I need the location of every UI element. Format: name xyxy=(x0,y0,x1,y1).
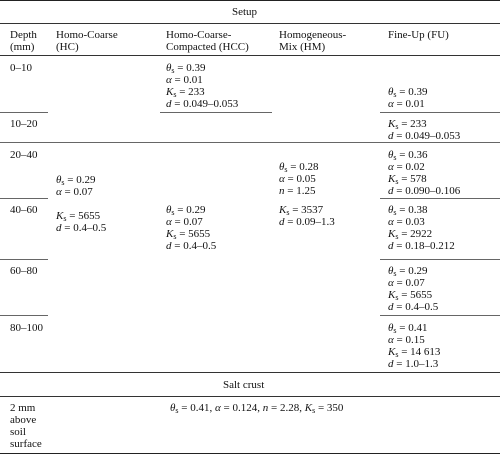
theta-symbol: θ xyxy=(166,62,172,74)
d-symbol: d xyxy=(388,240,394,252)
col-header-hc xyxy=(56,29,118,53)
bottom-rule xyxy=(0,453,500,454)
hm-n: = 1.25 xyxy=(287,185,316,197)
fu-r6-ks: = 14 613 xyxy=(401,346,441,358)
theta-sub: s xyxy=(175,406,179,415)
k-sub: s xyxy=(312,406,316,415)
k-symbol: K xyxy=(388,118,396,130)
n-symbol: n xyxy=(262,402,269,414)
col-header-hc-line2: (HC) xyxy=(56,41,79,53)
fu-row-60-80 xyxy=(388,265,438,313)
theta-sub: s xyxy=(393,326,397,335)
d-symbol: d xyxy=(56,222,62,234)
k-symbol: K xyxy=(166,86,174,98)
depth-40-60: 40–60 xyxy=(10,204,38,216)
fu-r3-ks: = 578 xyxy=(401,173,427,185)
fu-r3-theta: = 0.36 xyxy=(399,149,428,161)
d-symbol: d xyxy=(388,185,394,197)
hcc-bottom-theta: = 0.29 xyxy=(177,204,206,216)
k-symbol: K xyxy=(388,346,396,358)
salt-ks: = 350 xyxy=(317,402,344,414)
k-symbol: K xyxy=(388,228,396,240)
row-rule-fu-20-40 xyxy=(380,198,500,199)
hm-params xyxy=(279,161,335,228)
depth-10-20: 10–20 xyxy=(10,118,38,130)
row-rule-fu-60-80 xyxy=(380,315,500,316)
theta-symbol: θ xyxy=(388,204,394,216)
k-sub: s xyxy=(395,177,399,186)
salt-alpha: = 0.124, xyxy=(223,402,260,414)
fu-row-0-10 xyxy=(388,86,428,110)
salt-depth-line3: soil xyxy=(10,426,26,438)
hm-d: = 0.09–1.3 xyxy=(287,216,335,228)
theta-sub: s xyxy=(393,153,397,162)
col-header-depth-line1: Depth xyxy=(10,29,37,41)
hc-theta: = 0.29 xyxy=(67,174,96,186)
k-sub: s xyxy=(395,232,399,241)
col-header-hm-line1: Homogeneous- xyxy=(279,29,347,41)
fu-row-80-100 xyxy=(388,322,440,370)
theta-symbol: θ xyxy=(56,174,62,186)
theta-sub: s xyxy=(61,178,65,187)
theta-sub: s xyxy=(393,90,397,99)
col-header-hm-line2: Mix (HM) xyxy=(279,41,326,53)
fu-r5-alpha: = 0.07 xyxy=(396,277,425,289)
hc-d: = 0.4–0.5 xyxy=(64,222,107,234)
col-header-hc-line1: Homo-Coarse xyxy=(56,29,118,41)
d-symbol: d xyxy=(166,98,172,110)
row-rule-fu-0-10 xyxy=(380,112,500,113)
fu-r6-alpha: = 0.15 xyxy=(396,334,425,346)
theta-sub: s xyxy=(393,208,397,217)
hm-theta: = 0.28 xyxy=(290,161,319,173)
k-symbol: K xyxy=(56,210,64,222)
d-symbol: d xyxy=(279,216,285,228)
hcc-bottom-d: = 0.4–0.5 xyxy=(174,240,217,252)
fu-r4-ks: = 2922 xyxy=(401,228,433,240)
hcc-top-params xyxy=(166,62,238,110)
hc-params xyxy=(56,174,106,234)
hcc-bottom-params xyxy=(166,204,216,252)
salt-depth-line1: 2 mm xyxy=(10,402,36,414)
header-rule xyxy=(0,55,500,56)
fu-r5-d: = 0.4–0.5 xyxy=(396,301,439,313)
k-symbol: K xyxy=(166,228,174,240)
col-header-depth-line2: (mm) xyxy=(10,41,35,53)
alpha-symbol: α xyxy=(388,161,394,173)
hcc-top-theta: = 0.39 xyxy=(177,62,206,74)
k-sub: s xyxy=(63,214,67,223)
theta-symbol: θ xyxy=(170,402,176,414)
col-header-hm xyxy=(279,29,346,53)
fu-r1-alpha: = 0.01 xyxy=(396,98,425,110)
alpha-symbol: α xyxy=(388,334,394,346)
theta-symbol: θ xyxy=(166,204,172,216)
depth-0-10: 0–10 xyxy=(10,62,32,74)
fu-r1-theta: = 0.39 xyxy=(399,86,428,98)
alpha-symbol: α xyxy=(388,216,394,228)
top-rule xyxy=(0,0,500,1)
fu-r2-ks: = 233 xyxy=(401,118,427,130)
col-header-fu-line1: Fine-Up (FU) xyxy=(388,29,449,41)
k-sub: s xyxy=(395,350,399,359)
hm-ks: = 3537 xyxy=(292,204,324,216)
salt-crust-heading: Salt crust xyxy=(223,379,265,391)
k-symbol: K xyxy=(388,289,396,301)
k-symbol: K xyxy=(279,204,287,216)
hcc-top-d: = 0.049–0.053 xyxy=(174,98,239,110)
d-symbol: d xyxy=(388,130,394,142)
row-rule-0-10 xyxy=(0,112,48,113)
k-sub: s xyxy=(286,208,290,217)
hc-alpha: = 0.07 xyxy=(64,186,93,198)
col-header-hcc xyxy=(166,29,249,53)
k-sub: s xyxy=(395,293,399,302)
hcc-bottom-alpha: = 0.07 xyxy=(174,216,203,228)
k-symbol: K xyxy=(388,173,396,185)
k-sub: s xyxy=(173,232,177,241)
setup-heading: Setup xyxy=(232,6,258,18)
hc-ks: = 5655 xyxy=(69,210,101,222)
depth-60-80: 60–80 xyxy=(10,265,38,277)
hcc-top-alpha: = 0.01 xyxy=(174,74,203,86)
fu-r2-d: = 0.049–0.053 xyxy=(396,130,461,142)
k-symbol: K xyxy=(304,402,313,414)
salt-depth xyxy=(10,402,42,450)
hcc-bottom-ks: = 5655 xyxy=(179,228,211,240)
fu-row-40-60 xyxy=(388,204,455,252)
alpha-symbol: α xyxy=(388,277,394,289)
setup-rule xyxy=(0,23,500,24)
salt-params xyxy=(170,402,343,414)
fu-r5-theta: = 0.29 xyxy=(399,265,428,277)
k-sub: s xyxy=(395,122,399,131)
alpha-symbol: α xyxy=(215,402,221,414)
fu-r4-d: = 0.18–0.212 xyxy=(396,240,455,252)
salt-depth-line2: above xyxy=(10,414,37,426)
theta-symbol: θ xyxy=(388,265,394,277)
theta-symbol: θ xyxy=(388,322,394,334)
salt-depth-line4: surface xyxy=(10,438,42,450)
alpha-symbol: α xyxy=(388,98,394,110)
alpha-symbol: α xyxy=(166,74,172,86)
alpha-symbol: α xyxy=(279,173,285,185)
col-header-hcc-line1: Homo-Coarse- xyxy=(166,29,232,41)
depth-20-40: 20–40 xyxy=(10,149,38,161)
theta-symbol: θ xyxy=(388,149,394,161)
theta-symbol: θ xyxy=(279,161,285,173)
row-rule-20-40 xyxy=(0,198,48,199)
depth-80-100: 80–100 xyxy=(10,322,43,334)
theta-sub: s xyxy=(171,208,175,217)
d-symbol: d xyxy=(388,301,394,313)
row-rule-10-20 xyxy=(0,142,500,143)
salt-heading-rule xyxy=(0,396,500,397)
fu-r3-d: = 0.090–0.106 xyxy=(396,185,461,197)
fu-r5-ks: = 5655 xyxy=(401,289,433,301)
k-sub: s xyxy=(173,90,177,99)
hm-alpha: = 0.05 xyxy=(287,173,316,185)
theta-sub: s xyxy=(284,165,288,174)
fu-r6-d: = 1.0–1.3 xyxy=(396,358,439,370)
row-rule-60-80 xyxy=(0,315,48,316)
d-symbol: d xyxy=(388,358,394,370)
row-rule-fu-40-60 xyxy=(380,259,500,260)
theta-symbol: θ xyxy=(388,86,394,98)
row-rule-40-60 xyxy=(0,259,48,260)
theta-sub: s xyxy=(393,269,397,278)
fu-r3-alpha: = 0.02 xyxy=(396,161,425,173)
salt-theta: = 0.41, xyxy=(181,402,213,414)
d-symbol: d xyxy=(166,240,172,252)
fu-r6-theta: = 0.41 xyxy=(399,322,428,334)
hcc-top-ks: = 233 xyxy=(179,86,205,98)
fu-r4-alpha: = 0.03 xyxy=(396,216,425,228)
alpha-symbol: α xyxy=(56,186,62,198)
n-symbol: n xyxy=(279,185,285,197)
fu-row-20-40 xyxy=(388,149,460,197)
col-header-depth xyxy=(10,29,37,53)
alpha-symbol: α xyxy=(166,216,172,228)
fu-row-10-20 xyxy=(388,118,460,142)
col-header-hcc-line2: Compacted (HCC) xyxy=(166,41,249,53)
col-header-fu xyxy=(388,29,449,41)
theta-sub: s xyxy=(171,66,175,75)
fu-r4-theta: = 0.38 xyxy=(399,204,428,216)
salt-top-rule xyxy=(0,372,500,373)
salt-n: = 2.28, xyxy=(271,402,302,414)
hcc-split-rule xyxy=(160,112,272,113)
